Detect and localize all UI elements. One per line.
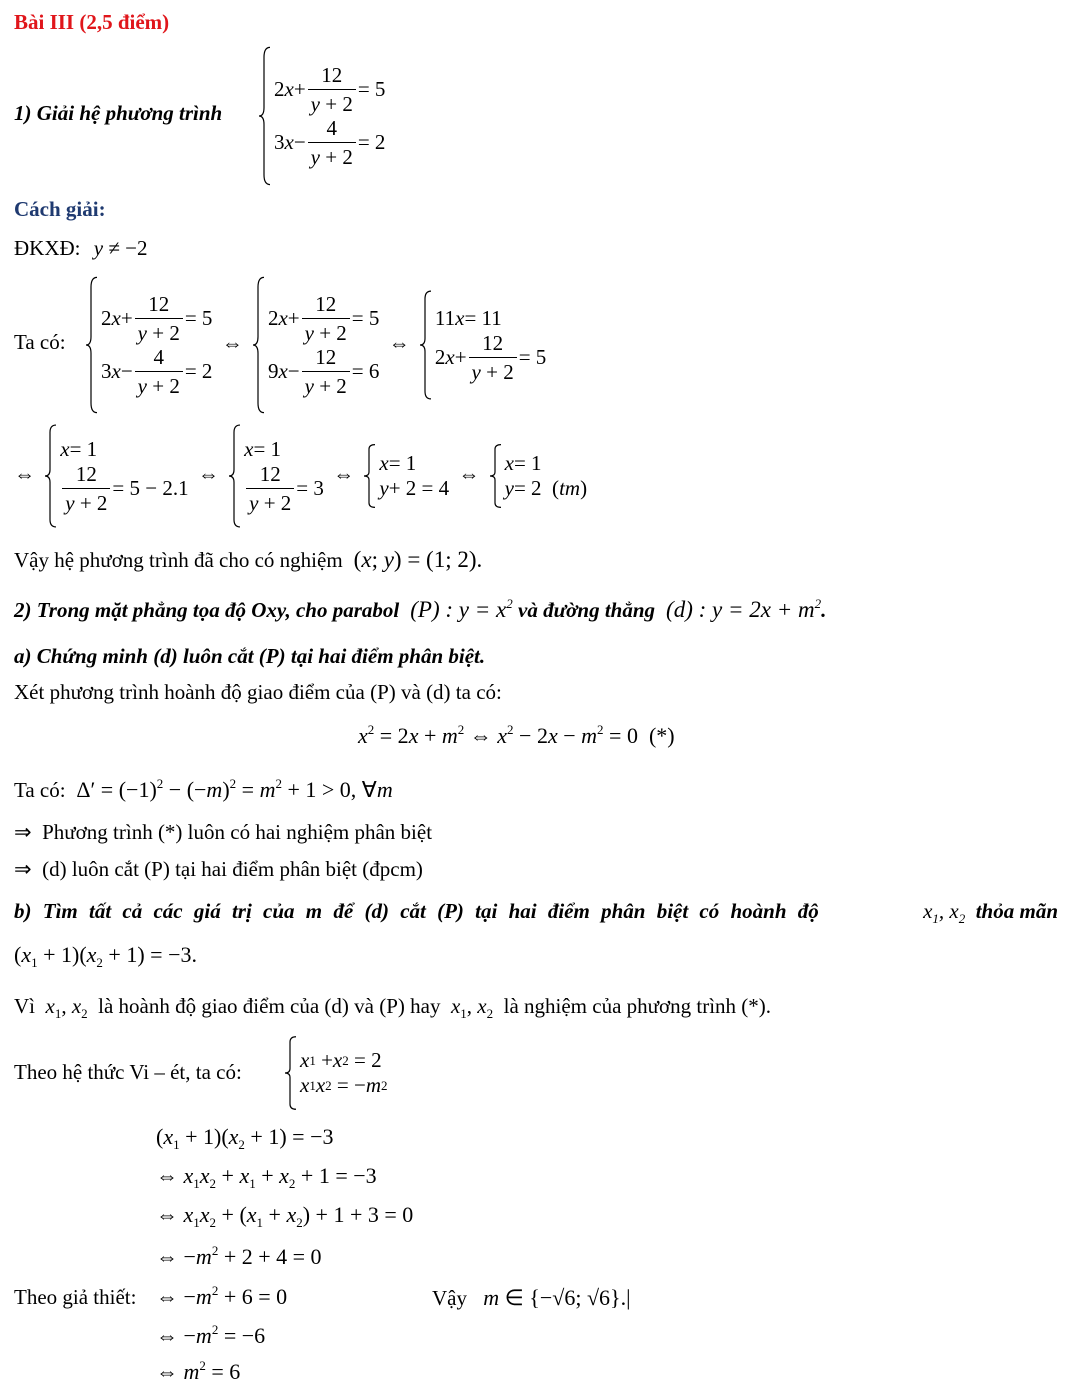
part2-title-a: 2) Trong mặt phẳng tọa độ Oxy, cho parabol bbox=[14, 598, 400, 622]
ta-co-label: Ta có: bbox=[14, 330, 66, 354]
vieta-label: Theo hệ thức Vi – ét, ta có: bbox=[14, 1060, 242, 1084]
implies-icon: ⇒ bbox=[14, 820, 32, 844]
vieta-reason-b: là hoành độ giao điểm của (d) và (P) hay bbox=[98, 994, 441, 1018]
vieta-reason: Vì $x_1$, $x_2$ là hoành độ giao điểm của (d) và (P) hay $x_1$, $x_2$ là nghiệm của phương trình (*). bbox=[14, 994, 772, 1021]
vieta-reason-c: là nghiệm của phương trình (*). bbox=[503, 994, 772, 1018]
hypothesis-label: Theo giả thiết: bbox=[14, 1285, 137, 1309]
condition-line: ĐKXĐ: y ≠ −2 bbox=[14, 236, 148, 260]
derivation-step-6: ⇔ $-m^2 = -6$ bbox=[156, 1322, 266, 1348]
problem-header: Bài III (2,5 điểm) bbox=[14, 10, 170, 34]
final-answer-label: Vậy bbox=[432, 1286, 467, 1310]
discriminant-label: Ta có: bbox=[14, 778, 66, 802]
derivation-step-4: ⇔ $-m^2 + 2 + 4 = 0$ bbox=[156, 1243, 322, 1269]
final-answer: Vậy m ∈ {−√6; √6}.| bbox=[432, 1285, 631, 1310]
implication-1-text: Phương trình (*) luôn có hai nghiệm phân biệt bbox=[42, 820, 433, 844]
part2a-title: a) Chứng minh (d) luôn cắt (P) tại hai điểm phân biệt. bbox=[14, 644, 486, 668]
part2b-title-text: b) Tìm tất cả các giá trị của m để (d) cắt (P) tại hai điểm phân biệt có hoành độ bbox=[14, 899, 819, 923]
part2b-title: b) Tìm tất cả các giá trị của m để (d) cắt (P) tại hai điểm phân biệt có hoành độ $x_1$, $x_2$ thỏa mãn bbox=[14, 899, 1058, 926]
implies-icon: ⇒ bbox=[14, 857, 32, 881]
derivation-step-1: $(x_1 + 1)(x_2 + 1) = -3$ bbox=[156, 1124, 334, 1152]
intersection-equation: $x^2 = 2x + m^2$ ⇔ $x^2 - 2x - m^2 = 0$ (*) bbox=[358, 722, 675, 748]
discriminant-line: Ta có: $\Delta' = (-1)^2 - (-m)^2 = m^2 + 1 > 0$, ∀m bbox=[14, 776, 393, 802]
implication-2-text: (d) luôn cắt (P) tại hai điểm phân biệt (đpcm) bbox=[42, 857, 423, 881]
derivation-step-2: ⇔ $x_1x_2 + x_1 + x_2 + 1 = -3$ bbox=[156, 1163, 377, 1191]
part1-title: 1) Giải hệ phương trình bbox=[14, 101, 223, 125]
part2a-intro: Xét phương trình hoành độ giao điểm của (P) và (d) ta có: bbox=[14, 680, 502, 704]
condition-label: ĐKXĐ: bbox=[14, 236, 81, 260]
implication-1 bbox=[14, 820, 432, 845]
equivalence-chain-1: 2 x + $\frac{12}{y + 2}$ = 5 3 x − $\frac{4}{y + 2}$ = 2 ⇔ 2 x + $\frac{12}{y + 2}$ = 5 9 x − $\frac{12}{y + 2}$ = 6 ⇔ 11 x = 11 2 x + $\frac{12}{y + 2}$ = 5 bbox=[85, 276, 546, 414]
equivalence-chain-2: ⇔ x = 1 $\frac{12}{y + 2}$ = 5 − 2.1 ⇔ x = 1 $\frac{12}{y + 2}$ = 3 ⇔ x = 1 y + 2 = 4 ⇔ x = 1 y = 2 ( tm ) bbox=[14, 424, 587, 528]
part2b-title-end: thỏa mãn bbox=[975, 899, 1058, 923]
conclusion-1-text: Vậy hệ phương trình đã cho có nghiệm bbox=[14, 548, 343, 572]
part2-title-b: và đường thẳng bbox=[518, 598, 656, 622]
conclusion-1: Vậy hệ phương trình đã cho có nghiệm (x; y) = (1; 2). bbox=[14, 547, 483, 572]
implication-2 bbox=[14, 857, 423, 882]
vieta-system: x 1 + x 2 = 2 x 1 x 2 = − m 2 bbox=[284, 1036, 388, 1110]
derivation-step-3: ⇔ $x_1x_2 + (x_1 + x_2) + 1 + 3 = 0$ bbox=[156, 1202, 414, 1230]
vieta-reason-a: Vì bbox=[14, 994, 35, 1018]
system-given: 2 x + $\frac{12}{y + 2}$ = 5 3 x − $\frac{4}{y + 2}$ = 2 bbox=[258, 46, 385, 186]
condition-equation: $(x_1 + 1)(x_2 + 1) = -3$. bbox=[14, 942, 197, 970]
solution-label: Cách giải: bbox=[14, 197, 106, 221]
derivation-step-5: ⇔ $-m^2 + 6 = 0$ bbox=[156, 1283, 288, 1309]
part2-title: 2) Trong mặt phẳng tọa độ Oxy, cho parabol (P) : $y = x^2$ và đường thẳng (d) : $y = 2x + m^2$. bbox=[14, 596, 827, 622]
derivation-step-7: ⇔ $m^2 = 6$ bbox=[156, 1358, 241, 1384]
